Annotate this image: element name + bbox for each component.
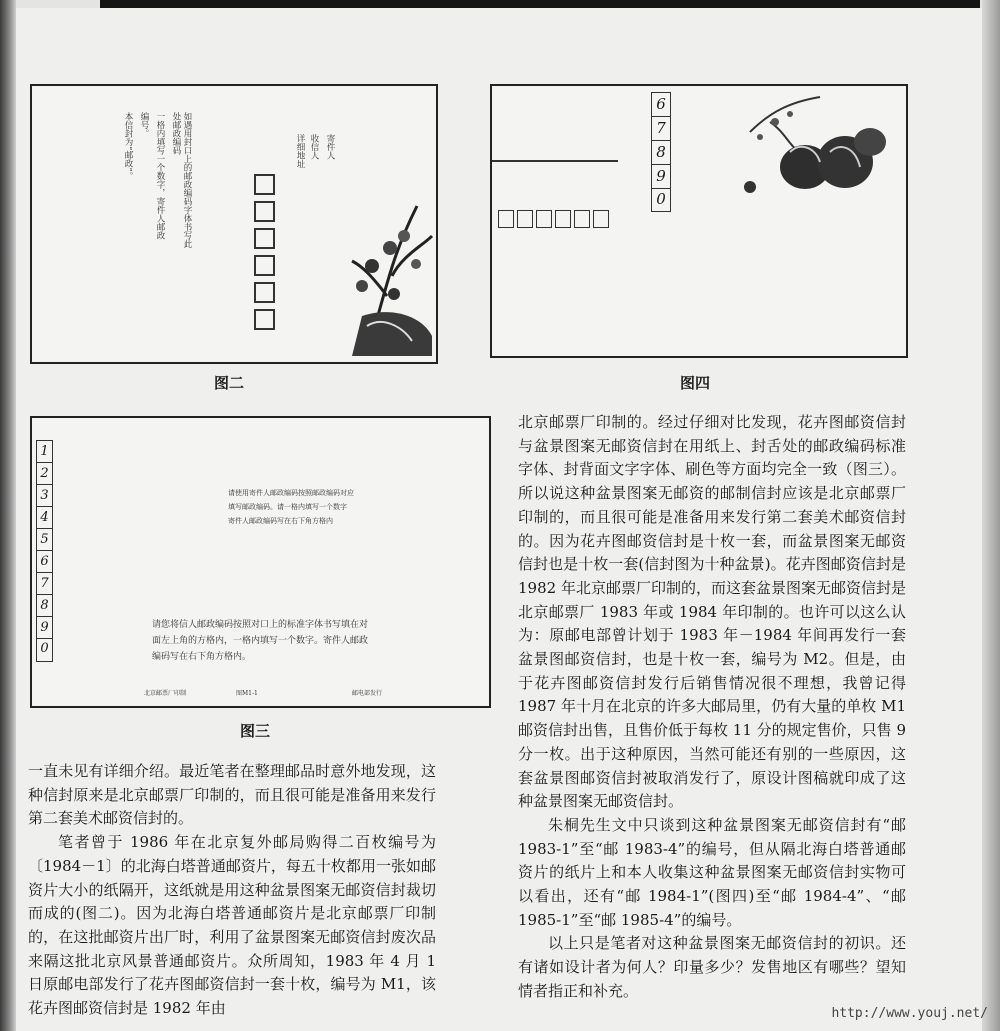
article-paragraph: 一直未见有详细介绍。最近笔者在整理邮品时意外地发现，这种信封原来是北京邮票厂印制的，而且很可能是准备用来发行第二套美术邮资信封的。 — [28, 762, 436, 828]
fig3-digit-column — [36, 440, 53, 662]
fig2-postcode-box — [254, 282, 275, 303]
fig3-digit: 5 — [37, 529, 52, 551]
fig3-note-line: 请使用寄件人邮政编码按照邮政编码对应 — [228, 489, 354, 497]
figure-2-envelope — [30, 84, 438, 364]
fig2-address-label: 详细地址 — [295, 134, 305, 168]
book-spine-shadow — [0, 0, 16, 1031]
magazine-page — [16, 8, 982, 1031]
fig4-digit: 7 — [652, 117, 670, 141]
watermark-url[interactable]: http://www.youj.net/ — [831, 1006, 988, 1021]
fig3-digit: 9 — [37, 617, 52, 639]
fig3-digit: 0 — [40, 641, 49, 656]
fig4-digit: 8 — [652, 141, 670, 165]
fig2-postcode-box — [254, 255, 275, 276]
fig3-digit: 7 — [37, 573, 52, 595]
fig3-note-line: 寄件人邮政编码写在右下角方格内 — [228, 517, 333, 525]
fig4-digit: 6 — [652, 93, 670, 117]
fig3-digit: 2 — [37, 463, 52, 485]
fig2-vertical-note: 一格内填写一个数字，寄件人邮政 — [155, 112, 165, 240]
fig3-instruction-line: 请您将信人邮政编码按照对口上的标准字体书写填在对 — [152, 620, 369, 630]
article-right-column — [518, 411, 906, 1004]
fig3-instruction-line: 编码写在右下角方格内。 — [152, 652, 252, 662]
figure-3-caption: 图三 — [240, 722, 271, 740]
fig4-postcode-box — [593, 210, 609, 228]
fig4-postcode-box — [517, 210, 533, 228]
fig2-postcode-box — [254, 174, 275, 195]
fig2-bonsai-illustration — [332, 166, 436, 356]
fig4-digit: 9 — [652, 165, 670, 189]
fig3-imprint: 北京邮票厂印制 — [144, 690, 187, 697]
fig2-vertical-note: 编号。 — [139, 112, 149, 138]
fig4-flap-line — [492, 160, 618, 162]
fig4-digit-column — [651, 92, 671, 212]
fig2-address-label: 收信人 — [309, 134, 319, 160]
fig4-postcode-box — [555, 210, 571, 228]
article-paragraph: 朱桐先生文中只谈到这种盆景图案无邮资信封有“邮 1983-1”至“邮 1983-4”的编号，但从隔北海白塔普通邮资片的纸片上和本人收集这种盆景图案无邮资信封实物可以看出，还有“邮 1984-1”(图四)至“邮 1984-4”、“邮 1985-1”至“邮 1985-4”的编号。 — [518, 815, 906, 929]
fig3-digit: 1 — [37, 441, 52, 463]
fig2-postcode-box — [254, 201, 275, 222]
fig3-digit: 6 — [37, 551, 52, 573]
fig4-postcode-box — [498, 210, 514, 228]
article-paragraph: 以上只是笔者对这种盆景图案无邮资信封的初识。还有诸如设计者为何人？印量多少？发售地区有哪些？望知情者指正和补充。 — [518, 934, 906, 1000]
fig4-digit: 0 — [656, 190, 666, 208]
figure-4-envelope — [490, 84, 908, 358]
fig3-digit: 3 — [37, 485, 52, 507]
fig4-postcode-box — [574, 210, 590, 228]
article-paragraph: 北京邮票厂印制的。经过仔细对比发现，花卉图邮资信封与盆景图案无邮资信封在用纸上、封舌处的邮政编码标准字体、封背面文字字体、刷色等方面均完全一致（图三）。所以说这种盆景图案无邮资的邮制信封应该是北京邮票厂印制的，而且很可能是准备用来发行第二套美术邮资信封的。因为花卉图邮资信封是十枚一套，而盆景图案无邮资信封也是十枚一套(信封图为十种盆景)。花卉图邮资信封是 1982 年北京邮票厂印制的，而这套盆景图案无邮资信封是北京邮票厂 1983 年或 1984 年印制的。也许可以这么认为：原邮电部曾计划于 1983 年－1984 年间再发行一套盆景图邮资信封，也是十枚一套，编号为 M2。但是，由于花卉图邮资信封发行后销售情况很不理想，我曾记得 1987 年十月在北京的许多大邮局里，仍有大量的单枚 M1 邮资信封出售，且售价低于每枚 11 分的规定售价，只售 9 分一枚。出于这种原因，当然可能还有别的一些原因，这套盆景图邮资信封被取消发行了，原设计图稿就印成了这种盆景图案无邮资信封。 — [518, 413, 906, 811]
figure-3-envelope — [30, 416, 491, 708]
figure-4-caption: 图四 — [680, 374, 711, 392]
article-paragraph: 笔者曾于 1986 年在北京复外邮局购得二百枚编号为〔1984－1〕的北海白塔普通邮资片，每五十枚都用一张如邮资片大小的纸隔开，这纸就是用这种盆景图案无邮资信封裁切而成的(图二)。因为北海白塔普通邮资片是北京邮票厂印制的，在这批邮资片出厂时，利用了盆景图案无邮资信封废次品来隔这批北京风景普通邮资片。众所周知，1983 年 4 月 1 日原邮电部发行了花卉图邮资信封一套十枚，编号为 M1，该花卉图邮资信封是 1982 年由 — [28, 833, 436, 1018]
fig3-digit: 8 — [37, 595, 52, 617]
fig3-imprint: 邮电部发行 — [352, 690, 383, 697]
fig3-note-line: 填写邮政编码。请一格内填写一个数字 — [228, 503, 347, 511]
fig2-vertical-note: 本信封为“邮政”。 — [123, 112, 133, 181]
fig4-bonsai-illustration — [730, 92, 890, 202]
fig2-postcode-box — [254, 309, 275, 330]
page-right-edge — [982, 0, 1000, 1031]
fig2-vertical-note: 如遇用封口上的邮政编码字体书写此处邮政编码 — [171, 112, 192, 248]
fig3-digit: 4 — [37, 507, 52, 529]
fig3-imprint: 图M1-1 — [236, 690, 258, 697]
fig2-postcode-box — [254, 228, 275, 249]
fig2-address-label: 寄件人 — [325, 134, 335, 160]
figure-2-caption: 图二 — [214, 374, 245, 392]
article-left-column — [28, 760, 436, 1021]
fig4-postcode-box — [536, 210, 552, 228]
fig3-instruction-line: 面左上角的方格内，一格内填写一个数字。寄件人邮政 — [152, 636, 369, 646]
